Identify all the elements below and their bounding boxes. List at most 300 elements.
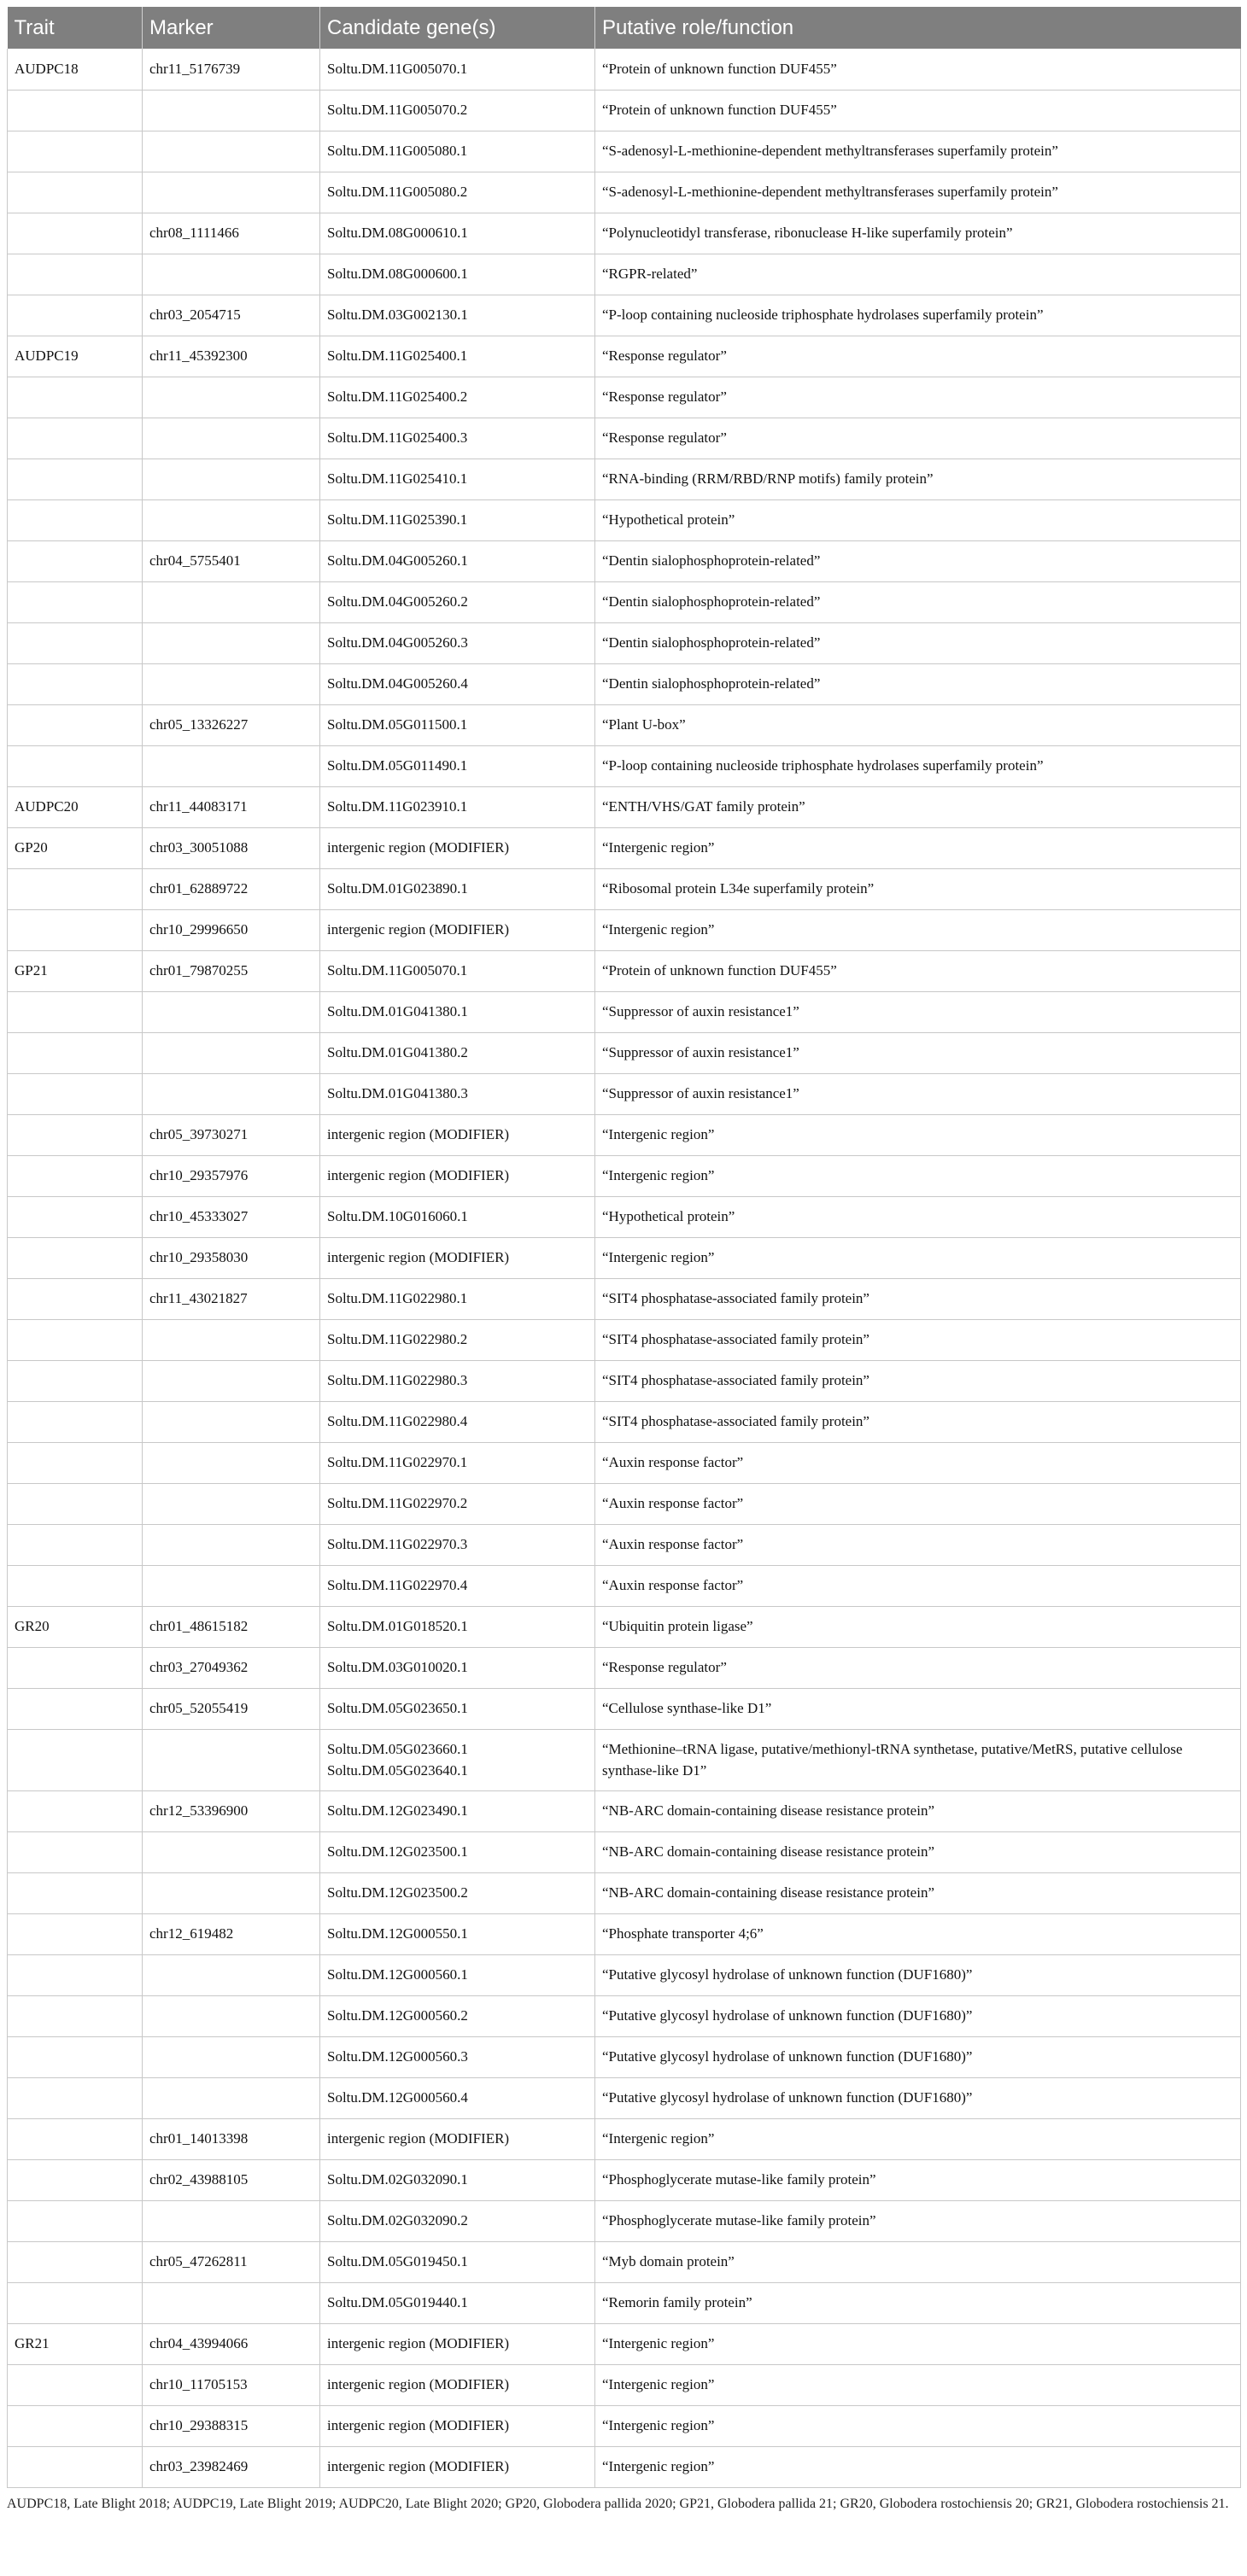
candidate-gene-cell: Soltu.DM.12G000550.1: [320, 1913, 595, 1954]
marker-cell: chr04_43994066: [143, 2323, 320, 2364]
putative-role-cell: “Ribosomal protein L34e superfamily protein”: [595, 868, 1241, 909]
candidate-gene-cell: Soltu.DM.05G019440.1: [320, 2282, 595, 2323]
trait-cell: [8, 295, 143, 336]
table-row: [8, 786, 1241, 827]
putative-role-cell: “Phosphoglycerate mutase-like family protein”: [595, 2200, 1241, 2241]
putative-role-cell: “NB-ARC domain-containing disease resistance protein”: [595, 1790, 1241, 1831]
trait-cell: [8, 1237, 143, 1278]
putative-role-cell: “Auxin response factor”: [595, 1565, 1241, 1606]
candidate-gene-cell: Soltu.DM.05G011490.1: [320, 745, 595, 786]
candidate-gene-cell: Soltu.DM.04G005260.4: [320, 663, 595, 704]
table-row: [8, 377, 1241, 418]
trait-cell: GR20: [8, 1606, 143, 1647]
putative-role-cell: “Auxin response factor”: [595, 1483, 1241, 1524]
candidate-gene-cell: Soltu.DM.12G023500.2: [320, 1872, 595, 1913]
candidate-gene-cell: Soltu.DM.11G022980.3: [320, 1360, 595, 1401]
putative-role-cell: “Cellulose synthase-like D1”: [595, 1688, 1241, 1729]
trait-cell: [8, 909, 143, 950]
putative-role-cell: “Putative glycosyl hydrolase of unknown function (DUF1680)”: [595, 1954, 1241, 1995]
putative-role-cell: “Intergenic region”: [595, 2446, 1241, 2487]
putative-role-cell: “Suppressor of auxin resistance1”: [595, 991, 1241, 1032]
marker-cell: [143, 1360, 320, 1401]
candidate-gene-cell: Soltu.DM.11G005080.2: [320, 172, 595, 213]
candidate-gene-cell: Soltu.DM.04G005260.3: [320, 622, 595, 663]
trait-cell: [8, 213, 143, 254]
table-row: [8, 1073, 1241, 1114]
putative-role-cell: “Methionine–tRNA ligase, putative/methionyl-tRNA synthetase, putative/MetRS, putative cellulose synthase-like D1”: [595, 1729, 1241, 1790]
candidate-gene-cell: Soltu.DM.01G041380.2: [320, 1032, 595, 1073]
marker-cell: [143, 377, 320, 418]
putative-role-cell: “Intergenic region”: [595, 2323, 1241, 2364]
marker-cell: [143, 1524, 320, 1565]
table-row: [8, 499, 1241, 540]
marker-cell: [143, 991, 320, 1032]
trait-cell: [8, 2241, 143, 2282]
table-row: [8, 581, 1241, 622]
marker-cell: chr05_13326227: [143, 704, 320, 745]
putative-role-cell: “SIT4 phosphatase-associated family protein”: [595, 1401, 1241, 1442]
putative-role-cell: “Protein of unknown function DUF455”: [595, 49, 1241, 90]
trait-cell: [8, 418, 143, 459]
candidate-gene-cell: Soltu.DM.02G032090.2: [320, 2200, 595, 2241]
putative-role-cell: “Intergenic region”: [595, 1237, 1241, 1278]
marker-cell: [143, 1995, 320, 2036]
table-header: [8, 7, 1241, 49]
table-row: [8, 2118, 1241, 2159]
table-row: [8, 172, 1241, 213]
marker-cell: [143, 418, 320, 459]
table-row: [8, 2405, 1241, 2446]
putative-role-cell: “Dentin sialophosphoprotein-related”: [595, 540, 1241, 581]
trait-cell: [8, 131, 143, 172]
marker-cell: [143, 1831, 320, 1872]
trait-cell: [8, 2077, 143, 2118]
trait-cell: [8, 1790, 143, 1831]
marker-cell: chr03_30051088: [143, 827, 320, 868]
candidate-gene-cell: Soltu.DM.11G025410.1: [320, 459, 595, 499]
trait-cell: [8, 90, 143, 131]
putative-role-cell: “Putative glycosyl hydrolase of unknown function (DUF1680)”: [595, 2036, 1241, 2077]
candidate-gene-cell: Soltu.DM.11G022970.4: [320, 1565, 595, 1606]
candidate-genes-table: [7, 7, 1241, 2488]
putative-role-cell: “Suppressor of auxin resistance1”: [595, 1073, 1241, 1114]
trait-cell: GR21: [8, 2323, 143, 2364]
marker-cell: chr11_5176739: [143, 49, 320, 90]
candidate-gene-cell: Soltu.DM.08G000600.1: [320, 254, 595, 295]
table-row: [8, 2323, 1241, 2364]
marker-cell: [143, 663, 320, 704]
putative-role-cell: “Response regulator”: [595, 377, 1241, 418]
putative-role-cell: “NB-ARC domain-containing disease resistance protein”: [595, 1831, 1241, 1872]
trait-cell: [8, 2036, 143, 2077]
table-row: [8, 1688, 1241, 1729]
table-row: [8, 2364, 1241, 2405]
trait-cell: [8, 2159, 143, 2200]
table-row: [8, 1278, 1241, 1319]
putative-role-cell: “Dentin sialophosphoprotein-related”: [595, 622, 1241, 663]
candidate-gene-cell: Soltu.DM.11G022970.1: [320, 1442, 595, 1483]
marker-cell: chr10_29996650: [143, 909, 320, 950]
candidate-gene-cell: Soltu.DM.11G025390.1: [320, 499, 595, 540]
marker-cell: chr03_23982469: [143, 2446, 320, 2487]
table-footnote: AUDPC18, Late Blight 2018; AUDPC19, Late Blight 2019; AUDPC20, Late Blight 2020; GP20, Globodera pallida 2020; GP21, Globodera pallida 21; GR20, Globodera rostochiensis 20; GR21, Globodera rostochiensis 21.: [7, 2496, 1229, 2511]
trait-cell: [8, 1196, 143, 1237]
table-row: [8, 2159, 1241, 2200]
marker-cell: [143, 1872, 320, 1913]
candidate-gene-cell: intergenic region (MODIFIER): [320, 827, 595, 868]
table-row: [8, 90, 1241, 131]
table-row: [8, 254, 1241, 295]
candidate-gene-cell: Soltu.DM.11G005070.1: [320, 49, 595, 90]
trait-cell: [8, 1401, 143, 1442]
marker-cell: chr08_1111466: [143, 213, 320, 254]
candidate-gene-cell: Soltu.DM.11G025400.1: [320, 336, 595, 377]
candidate-gene-cell: Soltu.DM.12G000560.2: [320, 1995, 595, 2036]
putative-role-cell: “RNA-binding (RRM/RBD/RNP motifs) family protein”: [595, 459, 1241, 499]
candidate-gene-cell: Soltu.DM.04G005260.2: [320, 581, 595, 622]
trait-cell: [8, 1872, 143, 1913]
putative-role-cell: “Phosphate transporter 4;6”: [595, 1913, 1241, 1954]
table-row: [8, 540, 1241, 581]
trait-cell: [8, 1565, 143, 1606]
trait-cell: [8, 1688, 143, 1729]
table-row: [8, 663, 1241, 704]
putative-role-cell: “S-adenosyl-L-methionine-dependent methyltransferases superfamily protein”: [595, 131, 1241, 172]
trait-cell: [8, 1442, 143, 1483]
marker-cell: [143, 2036, 320, 2077]
putative-role-cell: “Ubiquitin protein ligase”: [595, 1606, 1241, 1647]
table-row: [8, 49, 1241, 90]
table-row: [8, 1606, 1241, 1647]
marker-cell: [143, 1565, 320, 1606]
candidate-gene-cell: Soltu.DM.11G022980.1: [320, 1278, 595, 1319]
marker-cell: chr12_619482: [143, 1913, 320, 1954]
marker-cell: [143, 2077, 320, 2118]
trait-cell: [8, 1155, 143, 1196]
table-row: [8, 704, 1241, 745]
trait-cell: [8, 581, 143, 622]
candidate-gene-cell: Soltu.DM.11G005070.1: [320, 950, 595, 991]
candidate-gene-cell: Soltu.DM.05G023660.1 Soltu.DM.05G023640.1: [320, 1729, 595, 1790]
marker-cell: [143, 254, 320, 295]
table-row: [8, 1565, 1241, 1606]
table-row: [8, 1032, 1241, 1073]
table-row: [8, 2077, 1241, 2118]
marker-cell: [143, 1032, 320, 1073]
putative-role-cell: “Hypothetical protein”: [595, 499, 1241, 540]
putative-role-cell: “Dentin sialophosphoprotein-related”: [595, 663, 1241, 704]
trait-cell: [8, 2282, 143, 2323]
marker-cell: [143, 1073, 320, 1114]
trait-cell: [8, 459, 143, 499]
trait-cell: [8, 1729, 143, 1790]
candidate-gene-cell: intergenic region (MODIFIER): [320, 2118, 595, 2159]
trait-cell: [8, 1073, 143, 1114]
candidate-gene-cell: Soltu.DM.10G016060.1: [320, 1196, 595, 1237]
trait-cell: [8, 663, 143, 704]
table-row: [8, 1114, 1241, 1155]
table-row: [8, 1913, 1241, 1954]
candidate-gene-cell: intergenic region (MODIFIER): [320, 2446, 595, 2487]
candidate-gene-cell: Soltu.DM.03G010020.1: [320, 1647, 595, 1688]
putative-role-cell: “Myb domain protein”: [595, 2241, 1241, 2282]
putative-role-cell: “Remorin family protein”: [595, 2282, 1241, 2323]
header-trait: Trait: [8, 7, 143, 49]
putative-role-cell: “P-loop containing nucleoside triphosphate hydrolases superfamily protein”: [595, 745, 1241, 786]
marker-cell: chr11_43021827: [143, 1278, 320, 1319]
marker-cell: [143, 499, 320, 540]
trait-cell: AUDPC20: [8, 786, 143, 827]
table-row: [8, 1729, 1241, 1790]
marker-cell: chr05_52055419: [143, 1688, 320, 1729]
trait-cell: [8, 1647, 143, 1688]
trait-cell: [8, 540, 143, 581]
trait-cell: AUDPC18: [8, 49, 143, 90]
marker-cell: chr11_44083171: [143, 786, 320, 827]
candidate-gene-cell: Soltu.DM.11G025400.2: [320, 377, 595, 418]
marker-cell: [143, 1319, 320, 1360]
putative-role-cell: “Intergenic region”: [595, 2118, 1241, 2159]
header-marker: Marker: [143, 7, 320, 49]
marker-cell: [143, 745, 320, 786]
putative-role-cell: “Intergenic region”: [595, 909, 1241, 950]
header-candidate-genes: Candidate gene(s): [320, 7, 595, 49]
trait-cell: [8, 2446, 143, 2487]
marker-cell: chr10_29388315: [143, 2405, 320, 2446]
putative-role-cell: “RGPR-related”: [595, 254, 1241, 295]
marker-cell: chr04_5755401: [143, 540, 320, 581]
trait-cell: [8, 704, 143, 745]
marker-cell: [143, 2282, 320, 2323]
trait-cell: [8, 991, 143, 1032]
putative-role-cell: “Putative glycosyl hydrolase of unknown function (DUF1680)”: [595, 1995, 1241, 2036]
marker-cell: chr10_29358030: [143, 1237, 320, 1278]
marker-cell: chr01_79870255: [143, 950, 320, 991]
putative-role-cell: “Protein of unknown function DUF455”: [595, 90, 1241, 131]
putative-role-cell: “Plant U-box”: [595, 704, 1241, 745]
table-row: [8, 827, 1241, 868]
marker-cell: chr10_29357976: [143, 1155, 320, 1196]
putative-role-cell: “Response regulator”: [595, 418, 1241, 459]
putative-role-cell: “Dentin sialophosphoprotein-related”: [595, 581, 1241, 622]
marker-cell: [143, 581, 320, 622]
table-row: [8, 745, 1241, 786]
table-row: [8, 1483, 1241, 1524]
marker-cell: chr03_2054715: [143, 295, 320, 336]
marker-cell: [143, 131, 320, 172]
trait-cell: [8, 745, 143, 786]
table-row: [8, 295, 1241, 336]
marker-cell: [143, 459, 320, 499]
table-row: [8, 2446, 1241, 2487]
table-row: [8, 2282, 1241, 2323]
table-row: [8, 909, 1241, 950]
trait-cell: [8, 1483, 143, 1524]
marker-cell: chr05_39730271: [143, 1114, 320, 1155]
marker-cell: [143, 172, 320, 213]
trait-cell: [8, 868, 143, 909]
candidate-gene-cell: Soltu.DM.03G002130.1: [320, 295, 595, 336]
candidate-gene-cell: intergenic region (MODIFIER): [320, 1155, 595, 1196]
candidate-gene-cell: Soltu.DM.12G000560.3: [320, 2036, 595, 2077]
table-row: [8, 1237, 1241, 1278]
trait-cell: [8, 1278, 143, 1319]
candidate-gene-cell: Soltu.DM.02G032090.1: [320, 2159, 595, 2200]
table-row: [8, 1790, 1241, 1831]
putative-role-cell: “Response regulator”: [595, 336, 1241, 377]
marker-cell: chr05_47262811: [143, 2241, 320, 2282]
candidate-gene-cell: Soltu.DM.01G041380.1: [320, 991, 595, 1032]
trait-cell: [8, 1954, 143, 1995]
trait-cell: GP21: [8, 950, 143, 991]
candidate-gene-cell: Soltu.DM.04G005260.1: [320, 540, 595, 581]
putative-role-cell: “SIT4 phosphatase-associated family protein”: [595, 1278, 1241, 1319]
putative-role-cell: “ENTH/VHS/GAT family protein”: [595, 786, 1241, 827]
trait-cell: [8, 622, 143, 663]
table-row: [8, 1360, 1241, 1401]
candidate-gene-cell: Soltu.DM.05G019450.1: [320, 2241, 595, 2282]
trait-cell: [8, 499, 143, 540]
candidate-gene-cell: intergenic region (MODIFIER): [320, 1114, 595, 1155]
putative-role-cell: “Polynucleotidyl transferase, ribonuclease H-like superfamily protein”: [595, 213, 1241, 254]
header-putative-role: Putative role/function: [595, 7, 1241, 49]
marker-cell: [143, 622, 320, 663]
candidate-gene-cell: Soltu.DM.12G000560.4: [320, 2077, 595, 2118]
marker-cell: chr02_43988105: [143, 2159, 320, 2200]
trait-cell: [8, 1913, 143, 1954]
marker-cell: [143, 1483, 320, 1524]
candidate-gene-cell: Soltu.DM.11G005070.2: [320, 90, 595, 131]
table-row: [8, 950, 1241, 991]
marker-cell: chr01_14013398: [143, 2118, 320, 2159]
putative-role-cell: “Putative glycosyl hydrolase of unknown function (DUF1680)”: [595, 2077, 1241, 2118]
putative-role-cell: “Suppressor of auxin resistance1”: [595, 1032, 1241, 1073]
trait-cell: [8, 1114, 143, 1155]
candidate-gene-cell: Soltu.DM.01G018520.1: [320, 1606, 595, 1647]
table-row: [8, 131, 1241, 172]
table-row: [8, 991, 1241, 1032]
putative-role-cell: “NB-ARC domain-containing disease resistance protein”: [595, 1872, 1241, 1913]
putative-role-cell: “Hypothetical protein”: [595, 1196, 1241, 1237]
candidate-gene-cell: Soltu.DM.12G023500.1: [320, 1831, 595, 1872]
candidate-gene-cell: intergenic region (MODIFIER): [320, 909, 595, 950]
candidate-gene-cell: Soltu.DM.08G000610.1: [320, 213, 595, 254]
marker-cell: chr03_27049362: [143, 1647, 320, 1688]
putative-role-cell: “Intergenic region”: [595, 1114, 1241, 1155]
candidate-gene-cell: Soltu.DM.12G000560.1: [320, 1954, 595, 1995]
trait-cell: [8, 1995, 143, 2036]
marker-cell: chr01_48615182: [143, 1606, 320, 1647]
candidate-gene-cell: Soltu.DM.11G025400.3: [320, 418, 595, 459]
table-row: [8, 459, 1241, 499]
trait-cell: [8, 377, 143, 418]
trait-cell: AUDPC19: [8, 336, 143, 377]
trait-cell: [8, 172, 143, 213]
table-row: [8, 622, 1241, 663]
candidate-gene-cell: Soltu.DM.01G023890.1: [320, 868, 595, 909]
table-row: [8, 2200, 1241, 2241]
putative-role-cell: “Auxin response factor”: [595, 1524, 1241, 1565]
candidate-gene-cell: Soltu.DM.11G023910.1: [320, 786, 595, 827]
marker-cell: [143, 90, 320, 131]
trait-cell: [8, 2200, 143, 2241]
candidate-gene-cell: intergenic region (MODIFIER): [320, 1237, 595, 1278]
table-row: [8, 213, 1241, 254]
marker-cell: [143, 1954, 320, 1995]
table-row: [8, 1872, 1241, 1913]
candidate-gene-cell: Soltu.DM.11G022970.3: [320, 1524, 595, 1565]
trait-cell: [8, 1032, 143, 1073]
putative-role-cell: “SIT4 phosphatase-associated family protein”: [595, 1360, 1241, 1401]
marker-cell: chr10_45333027: [143, 1196, 320, 1237]
trait-cell: [8, 254, 143, 295]
candidate-gene-cell: Soltu.DM.11G022970.2: [320, 1483, 595, 1524]
putative-role-cell: “P-loop containing nucleoside triphosphate hydrolases superfamily protein”: [595, 295, 1241, 336]
trait-cell: [8, 2118, 143, 2159]
table-row: [8, 1155, 1241, 1196]
marker-cell: chr11_45392300: [143, 336, 320, 377]
candidate-gene-cell: Soltu.DM.05G023650.1: [320, 1688, 595, 1729]
table-body: [8, 49, 1241, 2487]
marker-cell: chr10_11705153: [143, 2364, 320, 2405]
putative-role-cell: “Auxin response factor”: [595, 1442, 1241, 1483]
marker-cell: chr01_62889722: [143, 868, 320, 909]
table-row: [8, 2241, 1241, 2282]
putative-role-cell: “Response regulator”: [595, 1647, 1241, 1688]
table-row: [8, 1401, 1241, 1442]
trait-cell: [8, 2364, 143, 2405]
table-container: [7, 7, 1240, 2514]
trait-cell: [8, 1831, 143, 1872]
putative-role-cell: “Protein of unknown function DUF455”: [595, 950, 1241, 991]
table-row: [8, 1319, 1241, 1360]
trait-cell: [8, 1360, 143, 1401]
table-row: [8, 1442, 1241, 1483]
marker-cell: [143, 2200, 320, 2241]
marker-cell: [143, 1442, 320, 1483]
candidate-gene-cell: intergenic region (MODIFIER): [320, 2323, 595, 2364]
putative-role-cell: “Phosphoglycerate mutase-like family protein”: [595, 2159, 1241, 2200]
candidate-gene-cell: Soltu.DM.11G022980.4: [320, 1401, 595, 1442]
table-row: [8, 336, 1241, 377]
table-row: [8, 1647, 1241, 1688]
candidate-gene-cell: Soltu.DM.12G023490.1: [320, 1790, 595, 1831]
candidate-gene-cell: Soltu.DM.05G011500.1: [320, 704, 595, 745]
table-row: [8, 1524, 1241, 1565]
trait-cell: GP20: [8, 827, 143, 868]
candidate-gene-cell: Soltu.DM.01G041380.3: [320, 1073, 595, 1114]
header-row: [8, 7, 1241, 49]
table-row: [8, 2036, 1241, 2077]
trait-cell: [8, 2405, 143, 2446]
marker-cell: [143, 1401, 320, 1442]
trait-cell: [8, 1524, 143, 1565]
candidate-gene-cell: Soltu.DM.11G005080.1: [320, 131, 595, 172]
putative-role-cell: “Intergenic region”: [595, 827, 1241, 868]
table-row: [8, 1995, 1241, 2036]
candidate-gene-cell: intergenic region (MODIFIER): [320, 2364, 595, 2405]
candidate-gene-cell: Soltu.DM.11G022980.2: [320, 1319, 595, 1360]
marker-cell: chr12_53396900: [143, 1790, 320, 1831]
table-row: [8, 1196, 1241, 1237]
table-row: [8, 868, 1241, 909]
table-row: [8, 418, 1241, 459]
candidate-gene-cell: intergenic region (MODIFIER): [320, 2405, 595, 2446]
table-row: [8, 1954, 1241, 1995]
putative-role-cell: “S-adenosyl-L-methionine-dependent methyltransferases superfamily protein”: [595, 172, 1241, 213]
marker-cell: [143, 1729, 320, 1790]
putative-role-cell: “SIT4 phosphatase-associated family protein”: [595, 1319, 1241, 1360]
